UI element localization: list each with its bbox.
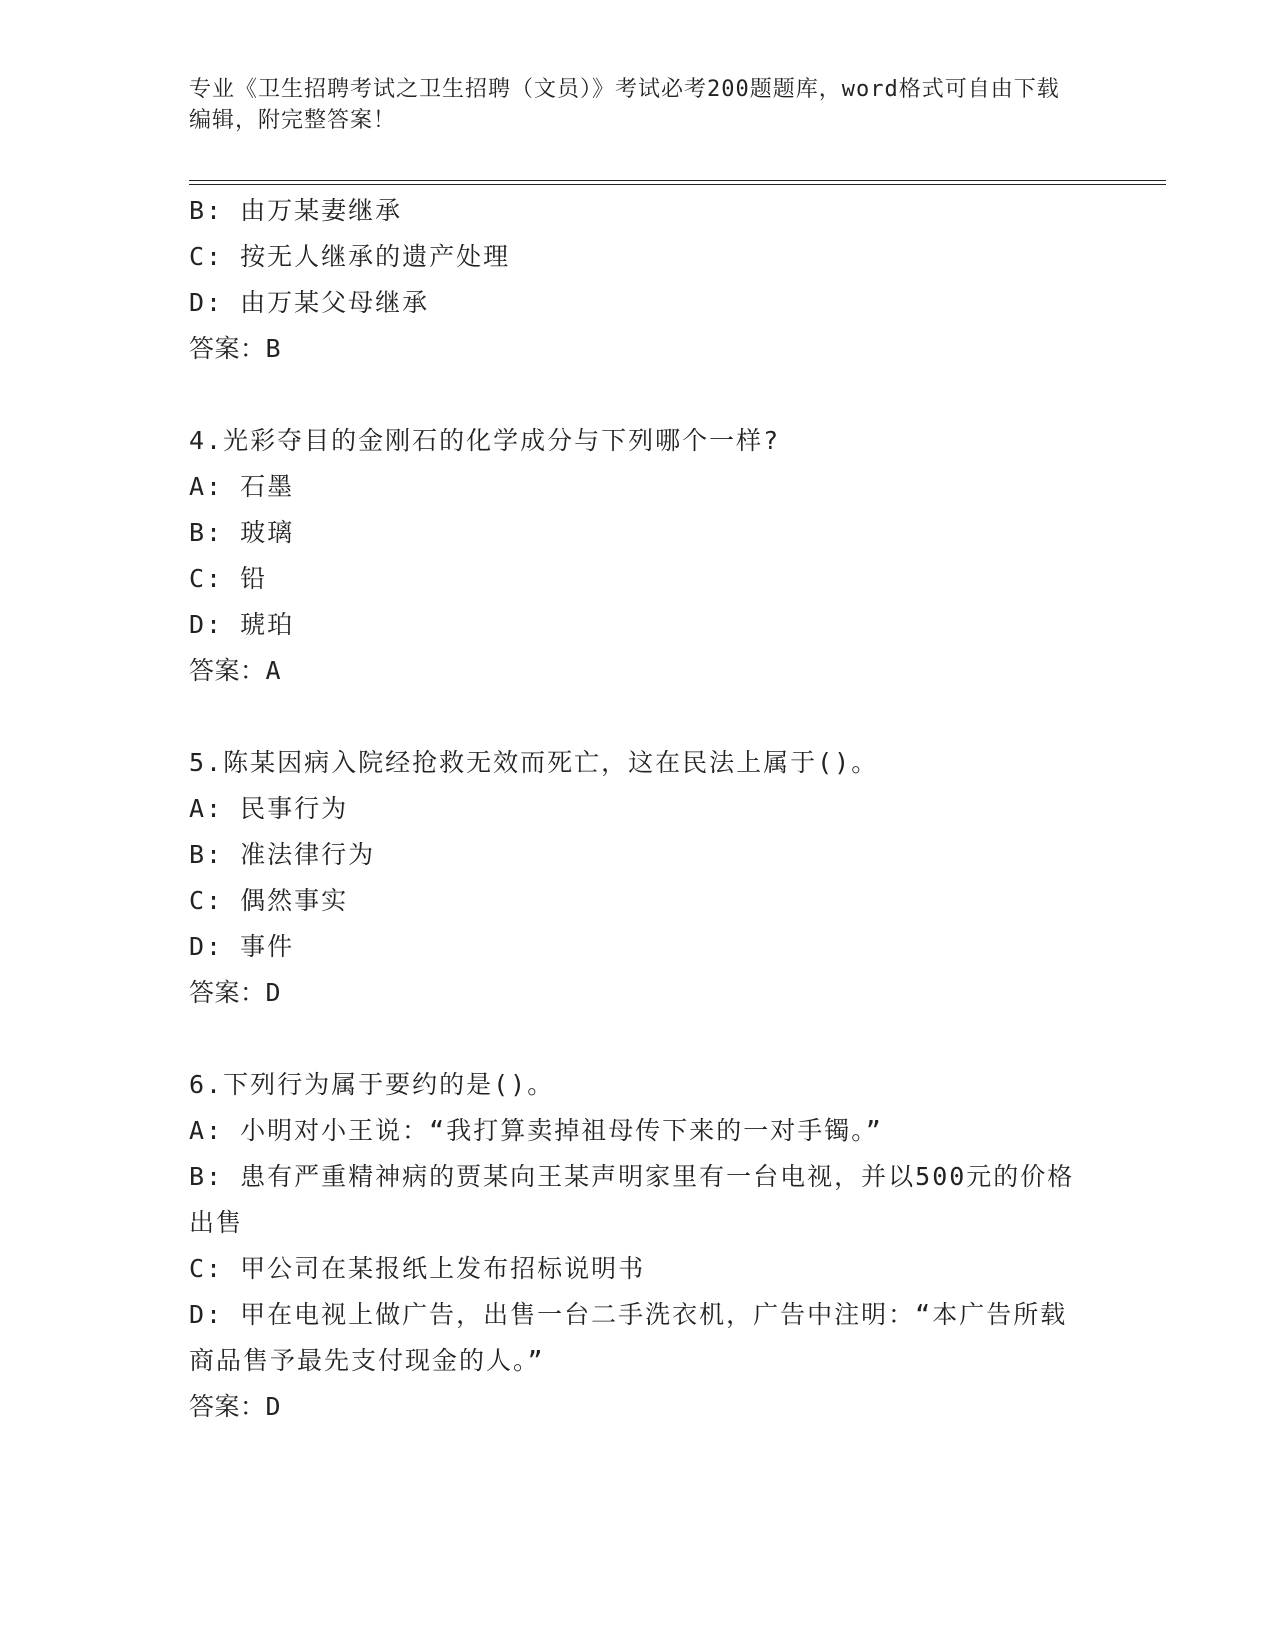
- page-header: 专业《卫生招聘考试之卫生招聘（文员）》考试必考200题题库，word格式可自由下载编辑，附完整答案！: [189, 77, 1060, 133]
- header-divider-top: [189, 180, 1166, 181]
- option-a: A: 石墨: [189, 472, 295, 501]
- question-stem: 5.陈某因病入院经抢救无效而死亡，这在民法上属于()。: [189, 748, 879, 777]
- option-d: D: 甲在电视上做广告，出售一台二手洗衣机，广告中注明：“本广告所载商品售予最先支付现金的人。”: [189, 1300, 1068, 1375]
- question-list: [189, 188, 1079, 1430]
- option-b: B: 准法律行为: [189, 840, 376, 869]
- answer-line: [189, 1384, 1079, 1430]
- answer-value: D: [265, 1392, 282, 1421]
- option-c: C: 铅: [189, 564, 268, 593]
- question-partial: [189, 188, 1079, 372]
- answer-line: [189, 648, 1079, 694]
- answer-label: 答案：: [189, 656, 266, 685]
- question-6: [189, 1062, 1079, 1430]
- question-stem: 4.光彩夺目的金刚石的化学成分与下列哪个一样?: [189, 426, 781, 455]
- answer-label: 答案：: [189, 978, 266, 1007]
- option-d: D: 由万某父母继承: [189, 288, 430, 317]
- answer-value: A: [265, 656, 282, 685]
- option-a: A: 小明对小王说：“我打算卖掉祖母传下来的一对手镯。”: [189, 1116, 883, 1145]
- answer-line: [189, 326, 1079, 372]
- option-c: C: 甲公司在某报纸上发布招标说明书: [189, 1254, 646, 1283]
- option-c: C: 按无人继承的遗产处理: [189, 242, 511, 271]
- option-d: D: 事件: [189, 932, 295, 961]
- answer-value: B: [265, 334, 282, 363]
- answer-value: D: [265, 978, 282, 1007]
- header-divider-bottom: [189, 184, 1166, 185]
- option-d: D: 琥珀: [189, 610, 295, 639]
- option-c: C: 偶然事实: [189, 886, 349, 915]
- option-b: B: 由万某妻继承: [189, 196, 403, 225]
- answer-label: 答案：: [189, 1392, 266, 1421]
- question-5: [189, 740, 1079, 1016]
- question-4: [189, 418, 1079, 694]
- option-a: A: 民事行为: [189, 794, 349, 823]
- option-b: B: 玻璃: [189, 518, 295, 547]
- answer-line: [189, 970, 1079, 1016]
- option-b: B: 患有严重精神病的贾某向王某声明家里有一台电视，并以500元的价格出售: [189, 1162, 1075, 1237]
- answer-label: 答案：: [189, 334, 266, 363]
- question-stem: 6.下列行为属于要约的是()。: [189, 1070, 555, 1099]
